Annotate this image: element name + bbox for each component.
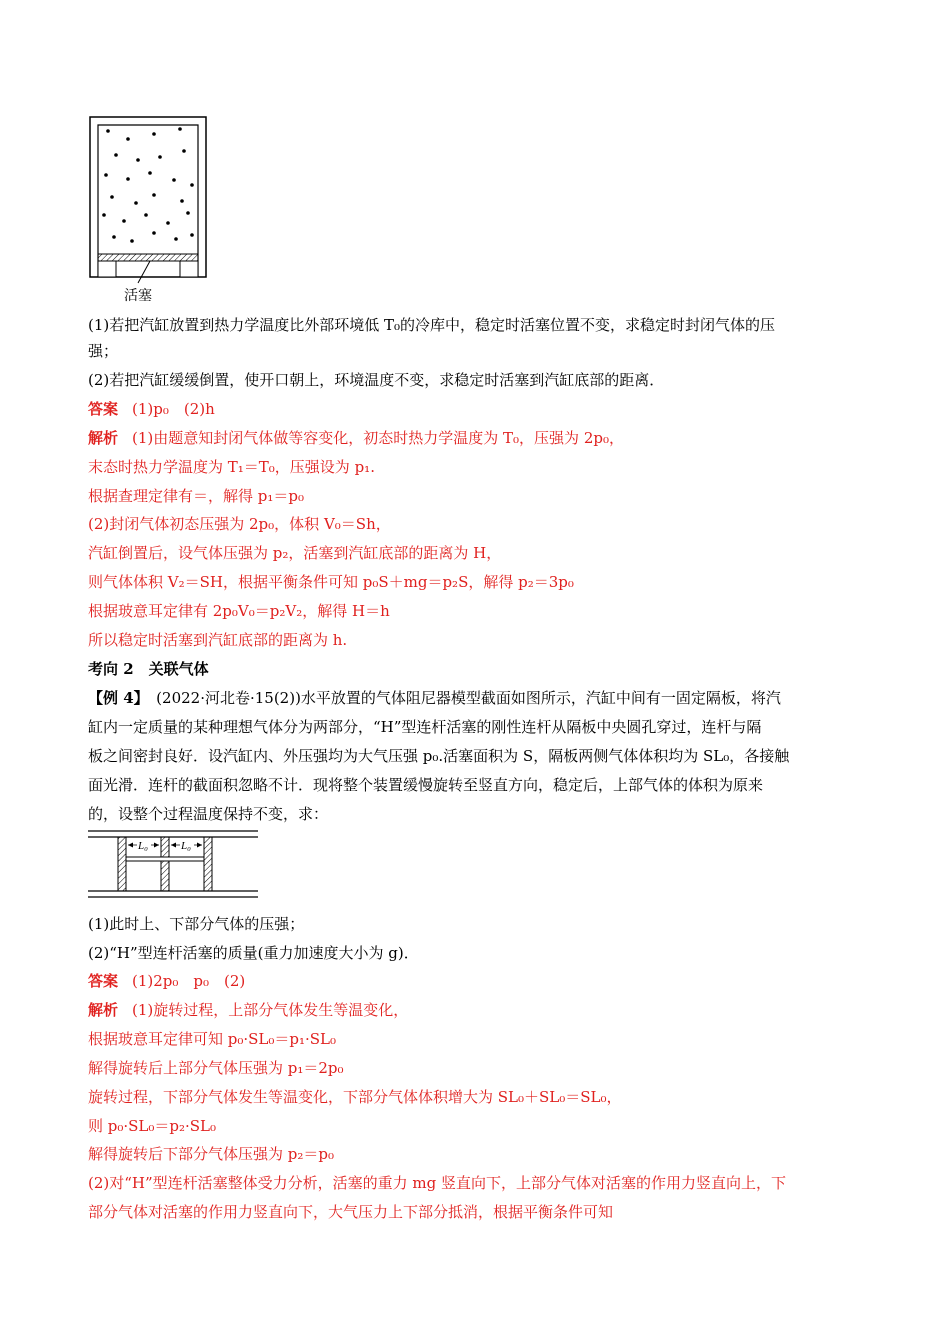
analysis-4-line-3: 解得旋转后上部分气体压强为 p₁＝2p₀ xyxy=(88,1059,344,1077)
analysis-4-line-2: 根据玻意耳定律可知 p₀·SL₀＝p₁·SL₀ xyxy=(88,1030,337,1048)
analysis-3-line-3: 根据查理定律有＝，解得 p₁＝p₀ xyxy=(88,487,304,505)
analysis-3-line-7: 根据玻意耳定律有 2p₀V₀＝p₂V₂，解得 H＝h xyxy=(88,602,390,620)
example-4-text: (2022·河北卷·15(2))水平放置的气体阻尼器模型截面如图所示，汽缸中间有一固定隔板，将汽 xyxy=(141,689,781,707)
example-4-question-1: (1)此时上、下部分气体的压强； xyxy=(88,915,305,933)
answer-3 xyxy=(88,399,215,419)
analysis-label: 解析 xyxy=(88,1001,119,1019)
analysis-4-line-6: 解得旋转后下部分气体压强为 p₂＝p₀ xyxy=(88,1145,335,1163)
question-2: (2)若把汽缸缓缓倒置，使开口朝上，环境温度不变，求稳定时活塞到汽缸底部的距离． xyxy=(88,371,665,389)
question-1-line-1: (1)若把汽缸放置到热力学温度比外部环境低 T₀的冷库中，稳定时活塞位置不变，求稳定时封闭气体的压 xyxy=(88,316,776,334)
analysis-text: (1)旋转过程，上部分气体发生等温变化， xyxy=(132,1001,409,1019)
dimension-label-right: L₀ xyxy=(181,840,191,852)
analysis-4-line-7: (2)对“H”型连杆活塞整体受力分析，活塞的重力 mg 竖直向下，上部分气体对活塞的作用力竖直向上，下 xyxy=(88,1174,787,1192)
analysis-3-line-4: (2)封闭气体初态压强为 2p₀，体积 V₀＝Sh， xyxy=(88,515,391,533)
analysis-text: (1)由题意知封闭气体做等容变化，初态时热力学温度为 T₀，压强为 2p₀， xyxy=(132,429,624,447)
analysis-label: 解析 xyxy=(88,429,119,447)
analysis-3-line-8: 所以稳定时活塞到汽缸底部的距离为 h. xyxy=(88,631,348,649)
example-tag: 【例 4】 xyxy=(88,689,142,707)
section-title: 考向 2 关联气体 xyxy=(88,660,209,678)
answer-label: 答案 xyxy=(88,972,119,990)
dimension-label-left: L₀ xyxy=(138,840,148,852)
analysis-4-line-5: 则 p₀·SL₀＝p₂·SL₀ xyxy=(88,1117,217,1135)
analysis-4-line-8: 部分气体对活塞的作用力竖直向下，大气压力上下部分抵消，根据平衡条件可知 xyxy=(88,1203,614,1221)
answer-text: (1)p₀ (2)h xyxy=(132,400,215,418)
piston-label: 活塞 xyxy=(124,288,152,304)
answer-label: 答案 xyxy=(88,400,119,418)
example-4-question-2: (2)“H”型连杆活塞的质量(重力加速度大小为 g)． xyxy=(88,944,419,962)
analysis-3-line-1 xyxy=(88,428,624,448)
answer-text: (1)2p₀ p₀ (2) xyxy=(132,972,246,990)
analysis-3-line-6: 则气体体积 V₂＝SH，根据平衡条件可知 p₀S＋mg＝p₂S，解得 p₂＝3p₀ xyxy=(88,573,574,591)
analysis-4-line-4: 旋转过程，下部分气体发生等温变化，下部分气体体积增大为 SL₀＋SL₀＝SL₀， xyxy=(88,1088,622,1106)
damper-figure xyxy=(88,829,263,904)
example-4-line-5: 的，设整个过程温度保持不变，求： xyxy=(88,805,329,823)
analysis-3-line-5: 汽缸倒置后，设气体压强为 p₂，活塞到汽缸底部的距离为 H， xyxy=(88,544,502,562)
answer-4 xyxy=(88,971,245,991)
example-4-line-1 xyxy=(88,688,781,708)
question-1-line-2: 强； xyxy=(88,342,119,360)
example-4-line-4: 面光滑．连杆的截面积忽略不计．现将整个装置缓慢旋转至竖直方向，稳定后，上部气体的体积为原来 xyxy=(88,776,764,794)
example-4-line-3: 板之间密封良好．设汽缸内、外压强均为大气压强 p₀.活塞面积为 S，隔板两侧气体体积均为 SL₀，各接触 xyxy=(88,747,790,765)
cylinder-figure xyxy=(88,115,218,305)
example-4-line-2: 缸内一定质量的某种理想气体分为两部分，“H”型连杆活塞的刚性连杆从隔板中央圆孔穿过，连杆与隔 xyxy=(88,718,762,736)
analysis-3-line-2: 末态时热力学温度为 T₁＝T₀，压强设为 p₁. xyxy=(88,458,375,476)
analysis-4-line-1 xyxy=(88,1000,408,1020)
